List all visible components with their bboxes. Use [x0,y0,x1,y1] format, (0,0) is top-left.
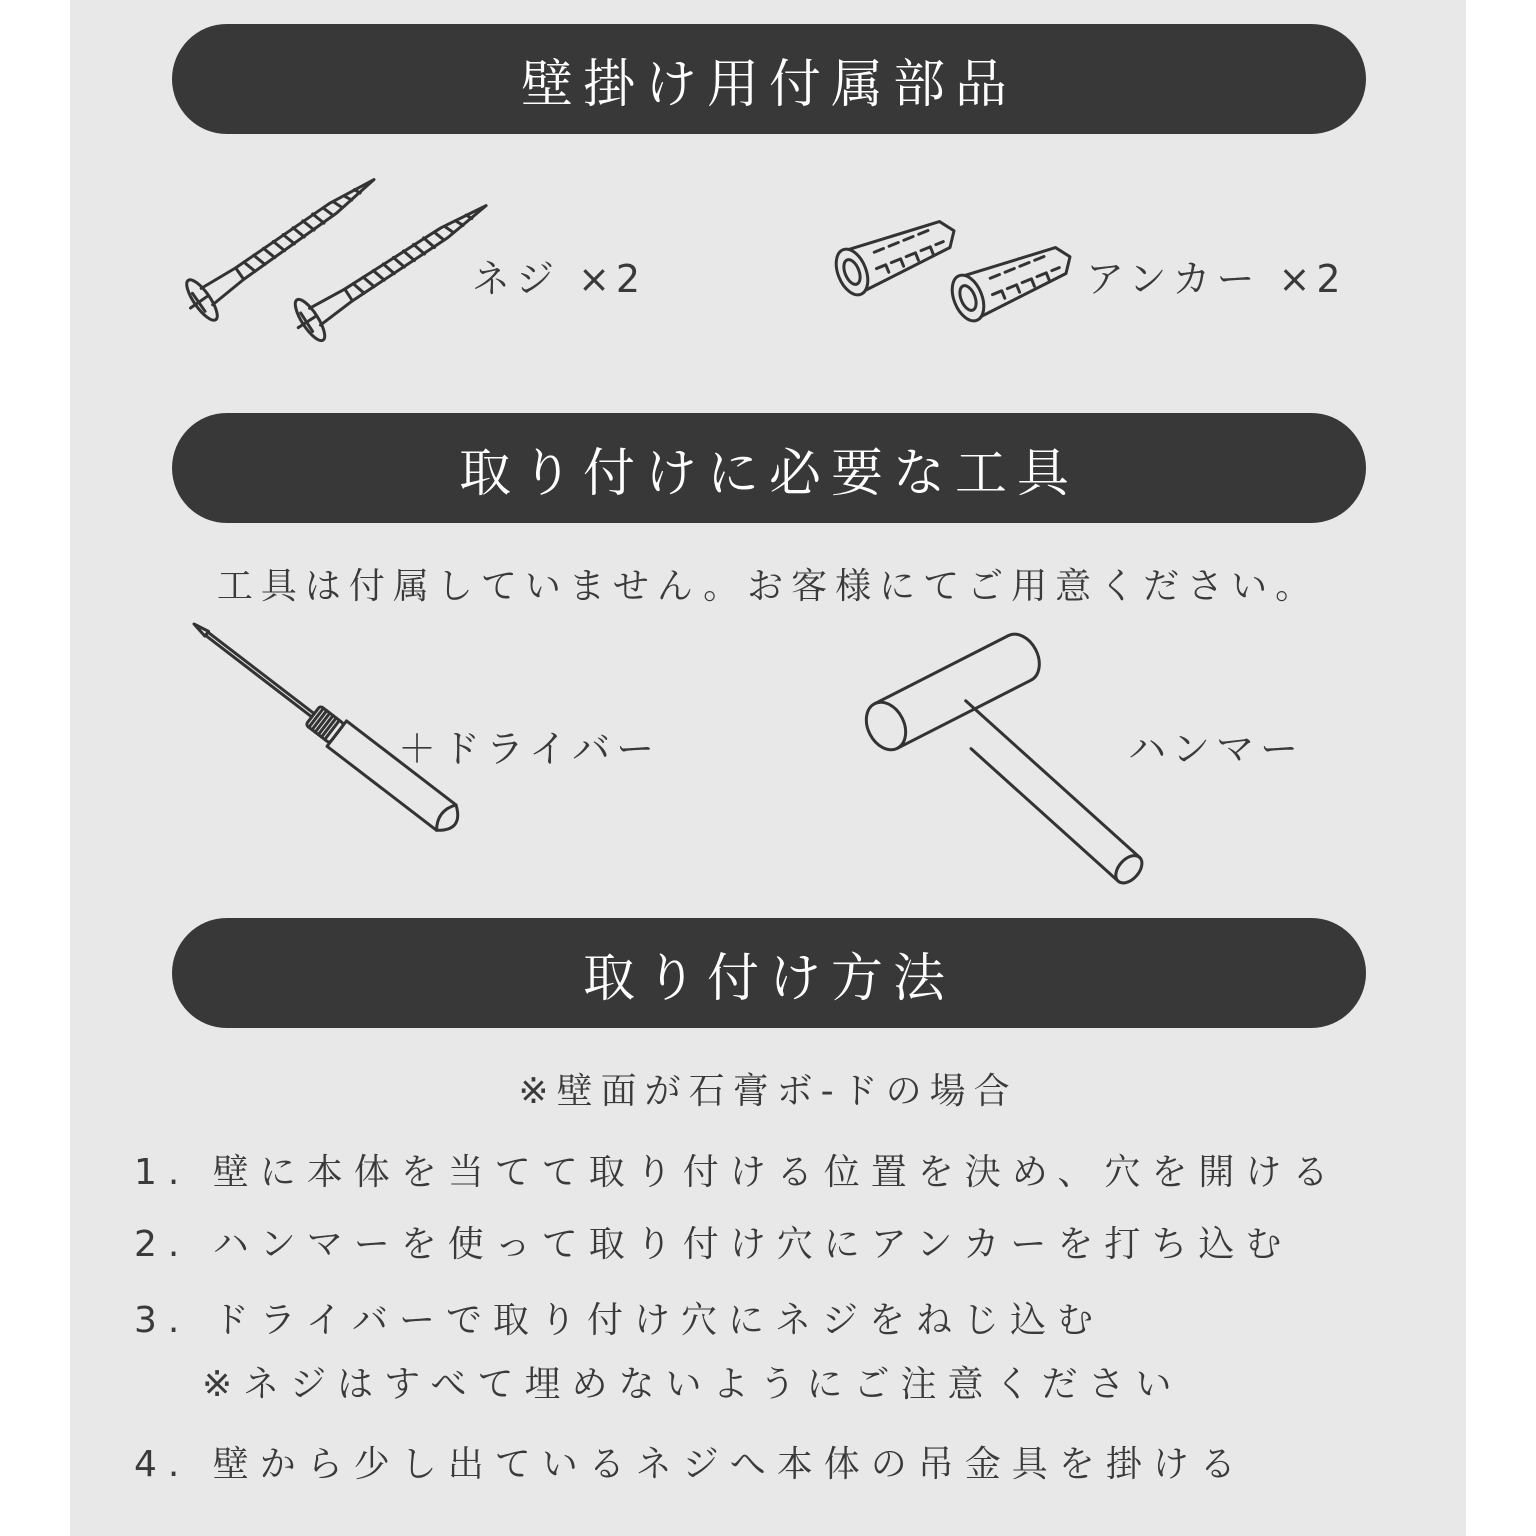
method-section-title: 取り付け方法 [172,918,1366,1028]
hammer-label: ハンマー [1128,727,1305,771]
anchor-label: アンカー ×2 [1086,257,1347,301]
parts-section-title: 壁掛け用付属部品 [172,24,1366,134]
anchor-icon [820,210,1070,340]
hammer-icon [860,628,1150,868]
screwdriver-label: ＋ドライバー [398,727,661,771]
step-3-caution: ※ネジはすべて埋めないようにご注意ください [202,1364,1183,1405]
screw-icon [170,190,490,350]
step-4: 4. 壁から少し出ているネジへ本体の吊金具を掛ける [134,1444,1247,1485]
method-note: ※壁面が石膏ボ-ドの場合 [518,1071,1018,1112]
step-2: 2. ハンマーを使って取り付け穴にアンカーを打ち込む [134,1224,1293,1265]
screw-label: ネジ ×2 [472,257,647,301]
step-1: 1. 壁に本体を当てて取り付ける位置を決め、穴を開ける [134,1152,1340,1193]
tools-section-title: 取り付けに必要な工具 [172,413,1366,523]
tools-note: 工具は付属していません。お客様にてご用意ください。 [216,566,1320,607]
step-3: 3. ドライバーで取り付け穴にネジをねじ込む [134,1300,1104,1341]
